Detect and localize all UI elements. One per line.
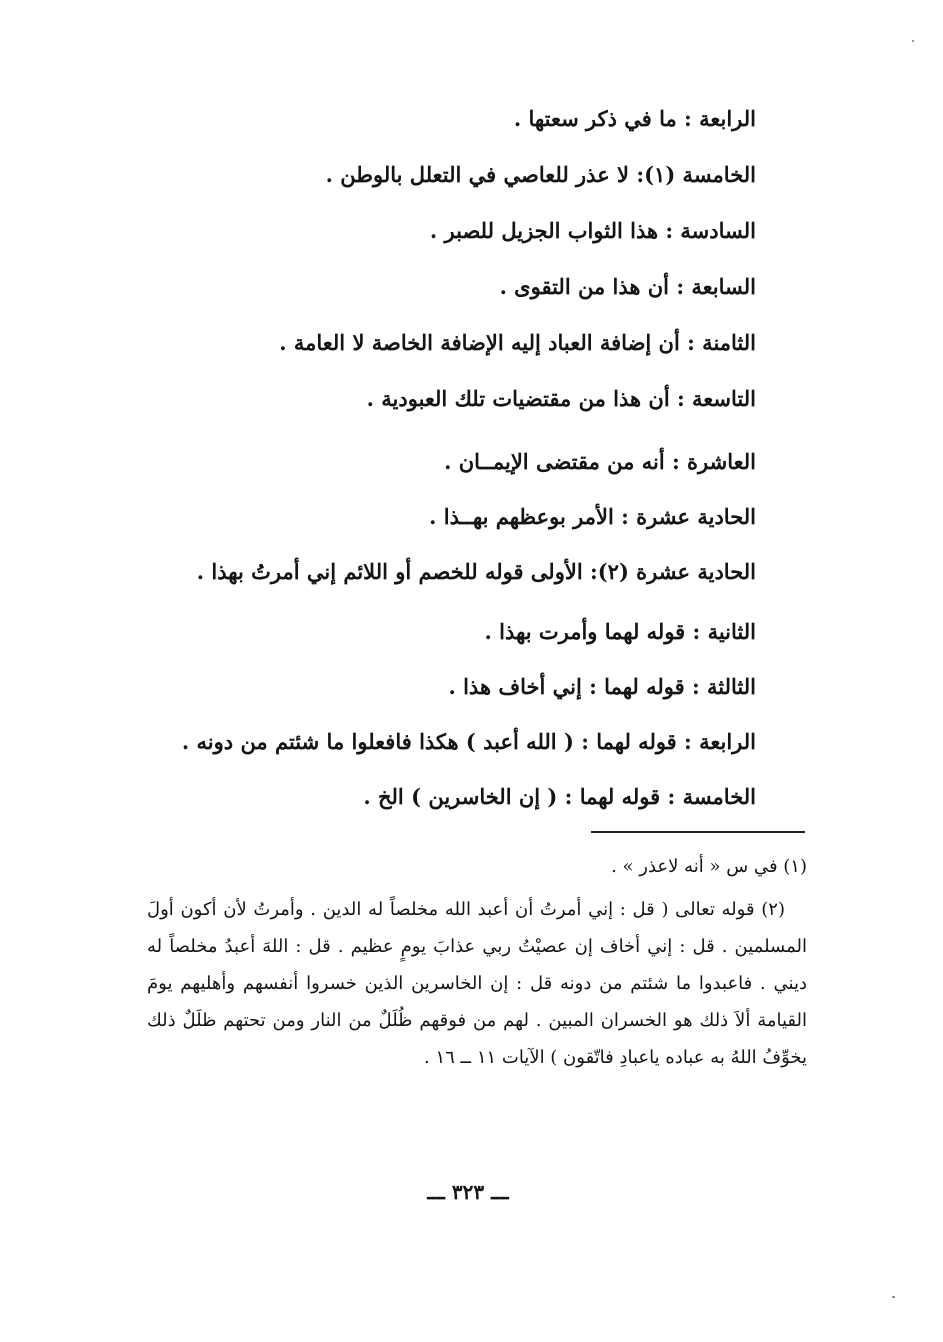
text-line: السابعة : أن هذا من التقوى . xyxy=(499,274,756,299)
main-text xyxy=(136,96,756,809)
text-line: الحادية عشرة (٢): الأولى قوله للخصم أو اللائم إني أمرتُ بهذا . xyxy=(196,559,756,584)
scan-speck xyxy=(892,1296,895,1298)
text-line: التاسعة : أن هذا من مقتضيات تلك العبودية . xyxy=(366,386,756,411)
text-line: الحادية عشرة : الأمر بوعظهم بهــذا . xyxy=(429,504,756,529)
text-line: الخامسة (١): لا عذر للعاصي في التعلل بالوطن . xyxy=(325,162,756,187)
text-line: الثانية : قوله لهما وأمرت بهذا . xyxy=(484,619,756,644)
text-line: الرابعة : ما في ذكر سعتها . xyxy=(513,106,756,131)
footnote-1: (١) في س « أنه لاعذر » . xyxy=(611,856,807,877)
text-line: السادسة : هذا الثواب الجزيل للصبر . xyxy=(429,218,756,243)
text-line: الخامسة : قوله لهما : ( إن الخاسرين ) الخ . xyxy=(363,784,756,809)
scan-speck xyxy=(912,40,914,42)
footnote-2: (٢) قوله تعالى ( قل : إني أمرتُ أن أعبد الله مخلصاً له الدين . وأمرتُ لأن أكون أولَ المسلمين . قل : إني أخاف إن عصيْتُ ربي عذابَ يومٍ عظيم . قل : اللهَ أعبدُ مخلصاً له ديني . فاعبدوا ما شئتم من دونه قل : إن الخاسرين الذين خسروا أنفسهم وأهليهم يومَ القيامة ألاَ ذلك هو الخسران المبين . لهم من فوقهم ظُلَلٌ من النار ومن تحتهم ظلَلٌ ذلك يخوِّفُ اللهُ به عباده ياعبادِ فاتّقون ) الآيات ١١ ــ ١٦ . xyxy=(147,899,807,1068)
text-line: الثالثة : قوله لهما : إني أخاف هذا . xyxy=(448,674,756,699)
text-line: الرابعة : قوله لهما : ( الله أعبد ) هكذا فافعلوا ما شئتم من دونه . xyxy=(181,729,756,754)
page-number: ـــ ٣٢٣ ـــ xyxy=(427,1180,509,1204)
text-line: الثامنة : أن إضافة العباد إليه الإضافة الخاصة لا العامة . xyxy=(279,330,756,355)
footnotes xyxy=(147,848,807,1076)
text-line: العاشرة : أنه من مقتضى الإيمــان . xyxy=(444,449,756,474)
footnote-separator xyxy=(591,831,805,833)
